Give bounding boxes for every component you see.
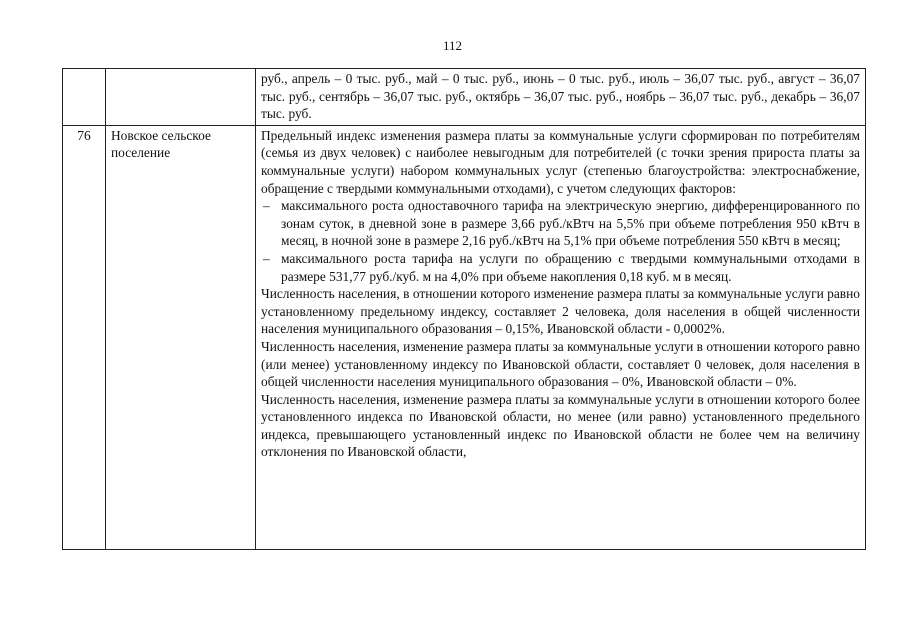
factor-text: максимального роста одноставочного тарифа на электрическую энергию, дифференцированного по зонам суток, в дневной зоне в размере 3,66 руб./кВтч на 5,5% при объеме потребления 950 кВтч в месяц, в ночной зоне в размере 2,16 руб./кВтч на 5,1% при объеме потребления 550 кВтч в месяц; — [281, 198, 860, 249]
description-content — [261, 127, 860, 547]
municipality-name — [106, 69, 256, 126]
municipality-name: Новское сельское поселение — [106, 125, 256, 549]
row-description: руб., апрель – 0 тыс. руб., май – 0 тыс. руб., июнь – 0 тыс. руб., июль – 36,07 тыс. руб., август – 36,07 тыс. руб., сентябрь – 36,07 тыс. руб., октябрь – 36,07 тыс. руб., ноябрь – 36,07 тыс. руб., декабрь – 36,07 тыс. руб. — [256, 69, 866, 126]
table-row — [63, 69, 866, 126]
row-description — [256, 125, 866, 549]
municipality-table — [62, 68, 866, 550]
population-paragraph: Численность населения, в отношении которого изменение размера платы за коммунальные услуги равно установленному предельному индексу, составляет 2 человека, доля населения в общей численности населения муниципального образования – 0,15%, Ивановской области - 0,0002%. — [261, 286, 860, 337]
row-number: 76 — [63, 125, 106, 549]
row-number — [63, 69, 106, 126]
factors-list — [261, 197, 860, 285]
dash-marker: – — [263, 250, 270, 266]
page-number: 112 — [442, 38, 463, 53]
factor-item — [261, 250, 860, 285]
population-paragraph: Численность населения, изменение размера платы за коммунальные услуги в отношении которого равно (или менее) установленному индексу по Ивановской области, составляет 0 человек, доля населения в общей численности населения муниципального образования – 0%, Ивановской области – 0%. — [261, 338, 860, 390]
dash-marker: – — [263, 198, 270, 214]
table-row — [63, 125, 866, 549]
population-paragraph: Численность населения, изменение размера платы за коммунальные услуги в отношении которого более установленного индекса по Ивановской области, но менее (или равно) установленного предельного индекса, превышающего установленный индекс по Ивановской области не более чем на величину отклонения по Ивановской области, — [261, 391, 860, 460]
factor-item — [261, 197, 860, 250]
intro-paragraph: Предельный индекс изменения размера платы за коммунальные услуги сформирован по потребителям (семья из двух человек) с наиболее невыгодным для потребителей (с точки зрения прироста платы за коммунальные услуги) набором коммунальных услуг (степенью благоустройства: электроснабжение, обращение с твердыми коммунальными отходами), с учетом следующих факторов: — [261, 127, 860, 196]
factor-text: максимального роста тарифа на услуги по обращению с твердыми коммунальными отходами в размере 531,77 руб./куб. м на 4,0% при объеме накопления 0,18 куб. м в месяц. — [281, 250, 860, 284]
